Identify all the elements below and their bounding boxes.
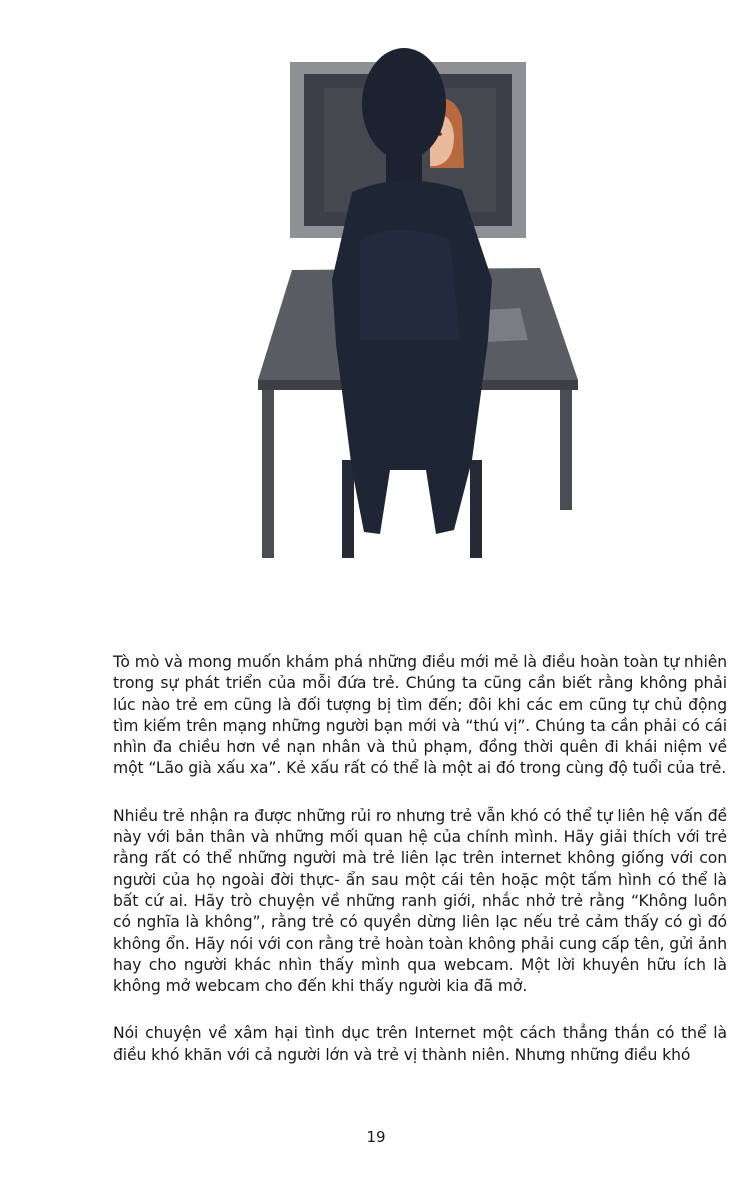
article-body [113,652,727,1092]
illustration-svg [240,40,600,570]
page-number: 19 [366,1128,386,1146]
chair-leg-left [342,460,354,558]
figure-neck [386,152,422,182]
person-at-computer-illustration [240,40,600,570]
chair-leg-right [470,460,482,558]
desk-leg-left [262,390,274,558]
desk-leg-right [560,390,572,510]
paragraph-1: Tò mò và mong muốn khám phá những điều mới mẻ là điều hoàn toàn tự nhiên trong sự phát triển của mỗi đứa trẻ. Chúng ta cũng cần biết rằng không phải lúc nào trẻ em cũng là đối tượng bị tìm đến; đôi khi các em cũng tự chủ động tìm kiếm trên mạng những người bạn mới và “thú vị”. Chúng ta cần phải có cái nhìn đa chiều hơn về nạn nhân và thủ phạm, đồng thời quên đi khái niệm về một “Lão già xấu xa”. Kẻ xấu rất có thể là một ai đó trong cùng độ tuổi của trẻ. [113,653,727,778]
figure-head [362,48,446,160]
paragraph-3: Nói chuyện về xâm hại tình dục trên Internet một cách thẳng thắn có thể là điều khó khăn với cả người lớn và trẻ vị thành niên. Nhưng những điều khó [113,1024,727,1064]
paragraph-2: Nhiều trẻ nhận ra được những rủi ro nhưng trẻ vẫn khó có thể tự liên hệ vấn đề này với bản thân và những mối quan hệ của chính mình. Hãy giải thích với trẻ rằng rất có thể những người mà trẻ liên lạc trên internet không giống với con người của họ ngoài đời thực- ẩn sau một cái tên hoặc một tấm hình có thể là bất cứ ai. Hãy trò chuyện về những ranh giới, nhắc nhở trẻ rằng “Không luôn có nghĩa là không”, rằng trẻ có quyền dừng liên lạc nếu trẻ cảm thấy có gì đó không ổn. Hãy nói với con rằng trẻ hoàn toàn không phải cung cấp tên, gửi ảnh hay cho người khác nhìn thấy mình qua webcam. Một lời khuyên hữu ích là không mở webcam cho đến khi thấy người kia đã mở. [113,806,727,996]
figure-shading [360,230,460,340]
